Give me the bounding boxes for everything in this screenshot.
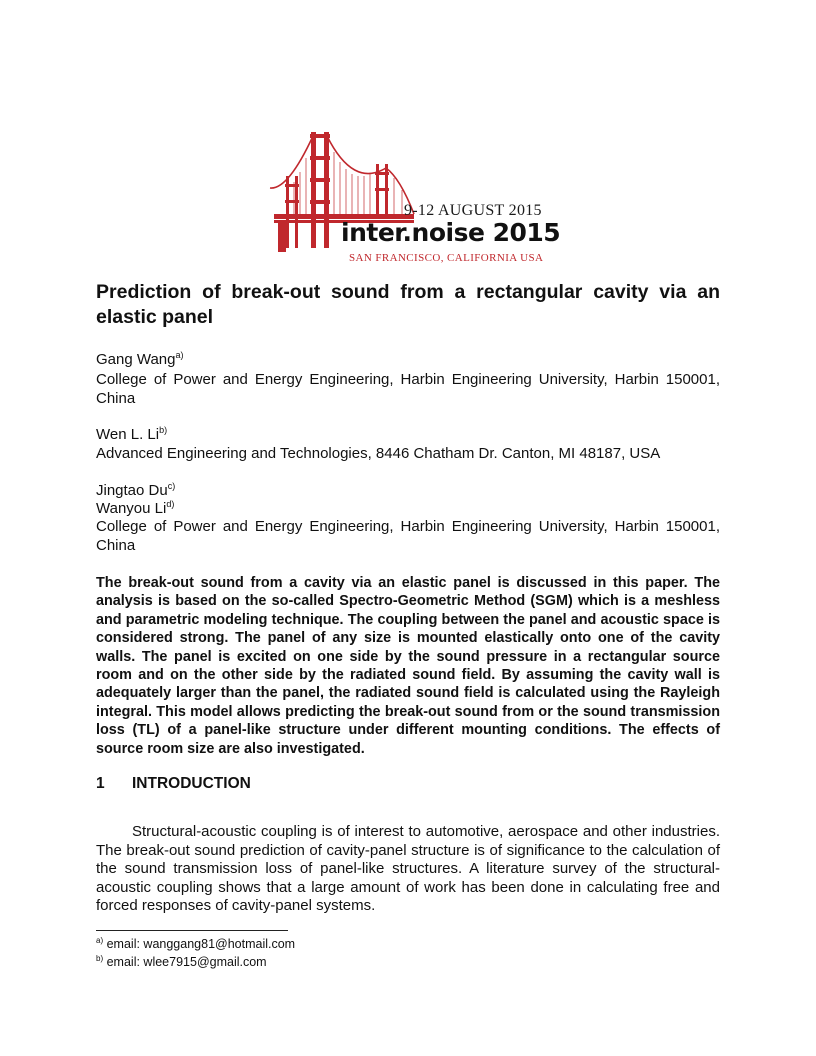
conference-logo [268, 128, 561, 268]
body-paragraph: Structural-acoustic coupling is of interest to automotive, aerospace and other industries. The break-out sound prediction of cavity-panel structure is of significance to the calculation of the sound transmission loss of panel-like structures. A literature survey of the structural-acoustic coupling shows that a large amount of work has been done in calculating free and forced responses of cavity-panel systems. [96, 823, 720, 914]
footnote-divider [96, 930, 288, 931]
section-number: 1 [96, 775, 105, 792]
conference-date: 9-12 AUGUST 2015 [404, 202, 542, 219]
author-name: Wanyou Li$^{d)}$ [96, 499, 175, 517]
author-affiliation: College of Power and Energy Engineering, Harbin Engineering University, Harbin 150001, China [96, 371, 720, 407]
author-name: Jingtao Du$^{c)}$ [96, 481, 176, 499]
section-title: INTRODUCTION [132, 775, 251, 792]
author-name: Wen L. Li$^{b)}$ [96, 425, 168, 443]
author-affiliation: Advanced Engineering and Technologies, 8446 Chatham Dr. Canton, MI 48187, USA [96, 445, 661, 462]
footnote: $^{b)}$ email: wlee7915@gmail.com [96, 954, 267, 969]
paper-title: Prediction of break-out sound from a rectangular cavity via an elastic panel [96, 281, 720, 328]
conference-location: SAN FRANCISCO, CALIFORNIA USA [349, 252, 544, 264]
author-affiliation: College of Power and Energy Engineering, Harbin Engineering University, Harbin 150001, China [96, 518, 720, 554]
abstract: The break-out sound from a cavity via an elastic panel is discussed in this paper. The analysis is based on the so-called Spectro-Geometric Method (SGM) which is a meshless and parametric modeling technique. The coupling between the panel and acoustic space is considered strong. The panel of any size is mounted elastically onto one of the cavity walls. The panel is excited on one side by the sound pressure in a rectangular source room and on the other side by the radiated sound field. By assuming the cavity wall is adequately larger than the panel, the radiated sound field is calculated using the Rayleigh integral. This model allows predicting the break-out sound from or the sound transmission loss (TL) of a panel-like structure under different mounting conditions. The effects of source room size are also investigated. [96, 575, 720, 757]
author-name: Gang Wang$^{a)}$ [96, 350, 184, 368]
golden-gate-bridge-icon [268, 128, 561, 268]
footnote: $^{a)}$ email: wanggang81@hotmail.com [96, 936, 296, 951]
conference-name: inter.noise 2015 [341, 218, 561, 247]
section-heading [96, 775, 251, 793]
